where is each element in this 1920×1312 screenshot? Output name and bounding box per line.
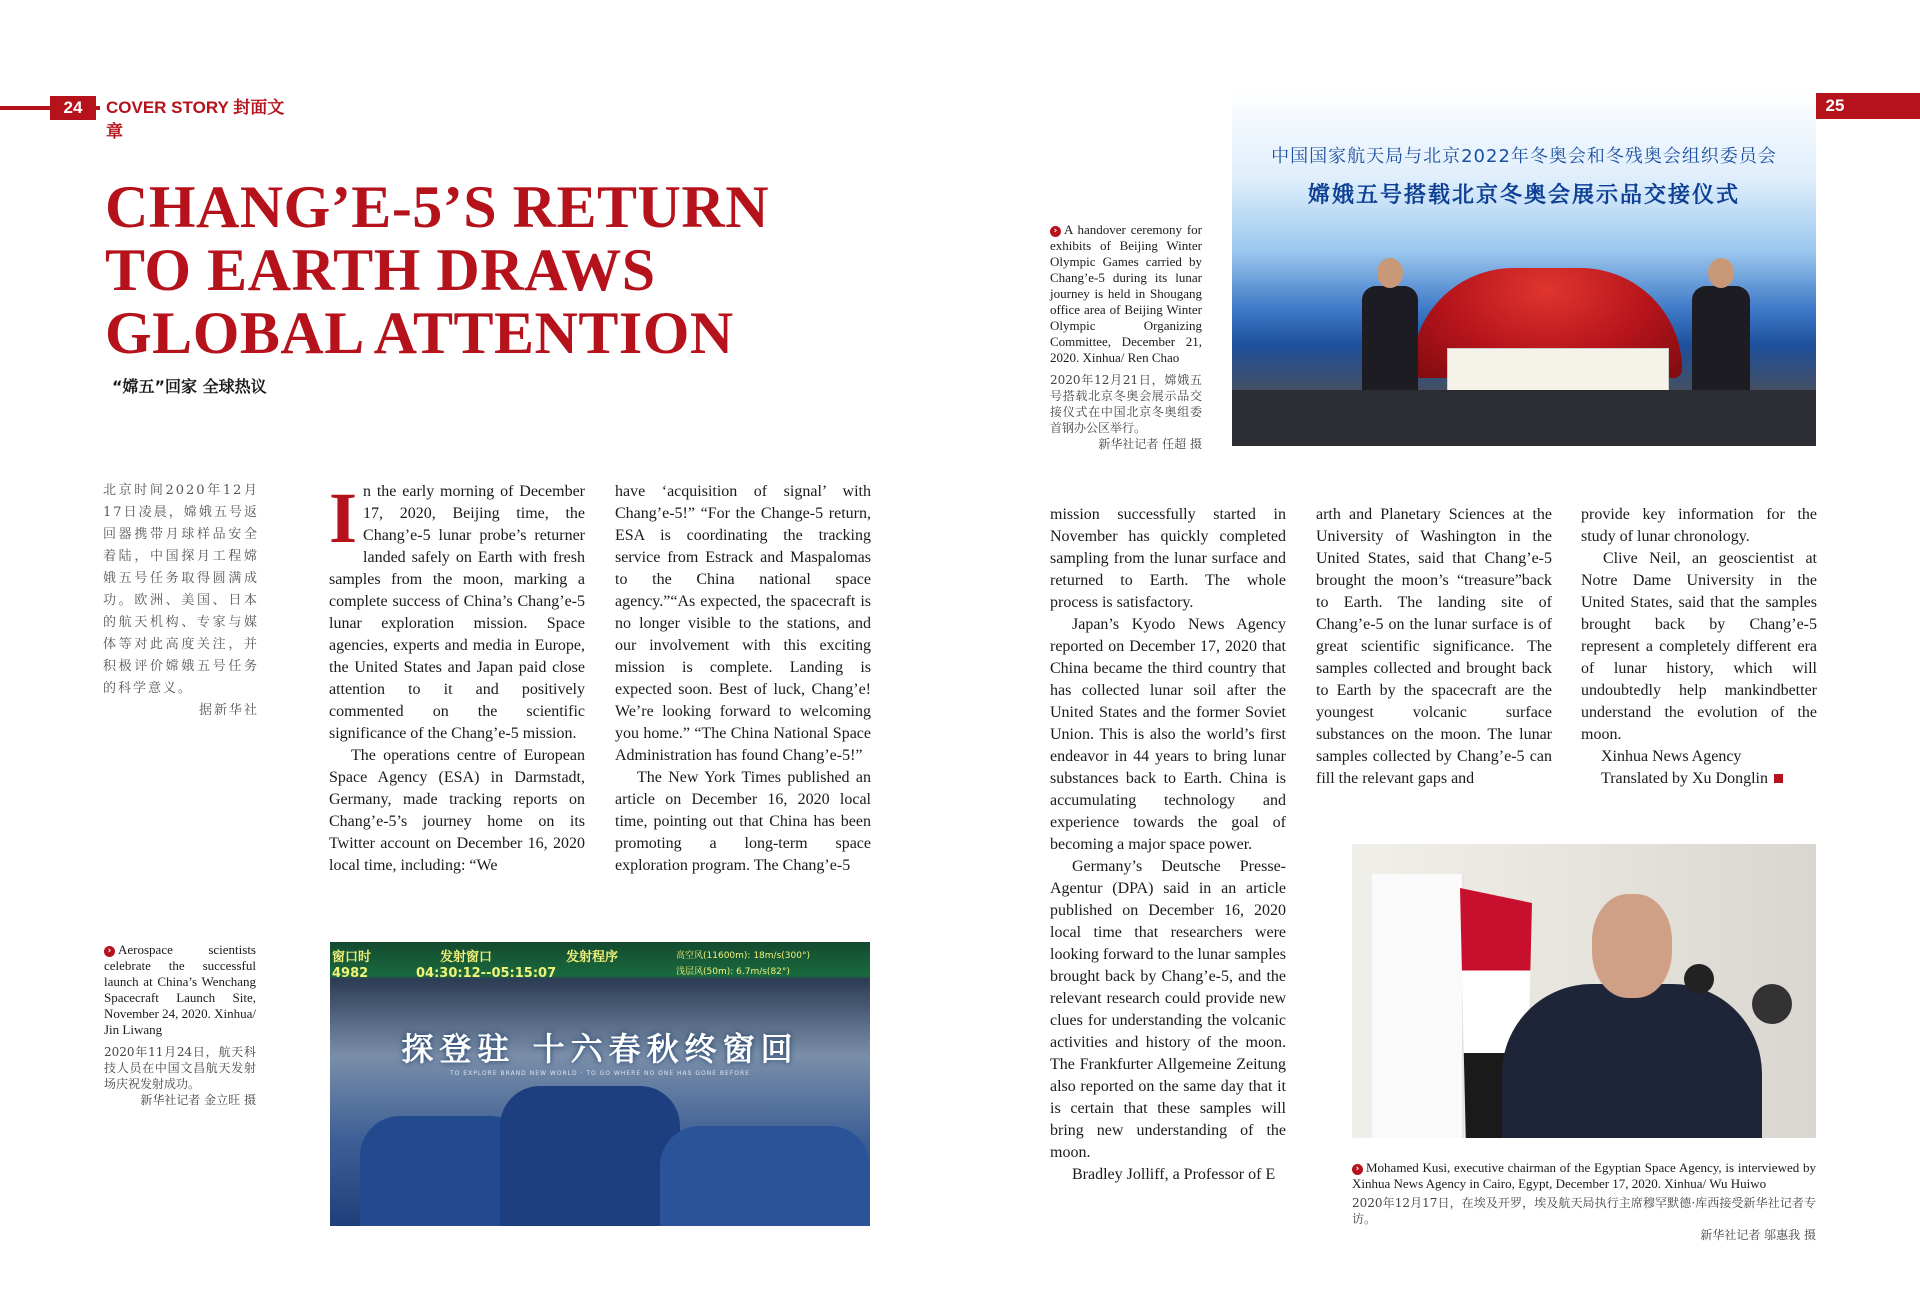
paragraph: provide key information for the study of lunar chronology. xyxy=(1581,506,1817,545)
paragraph: Bradley Jolliff, a Professor of E xyxy=(1072,1166,1276,1183)
screen-value: 04:30:12--05:15:07 xyxy=(416,966,557,981)
launch-screen-banner: 探登驻 十六春秋终窗回 xyxy=(401,1030,799,1068)
paragraph: The New York Times published an article on December 16, 2020 local time, pointing out that China has been promoting a long-term space exploration program. The Chang’e-5 xyxy=(615,769,871,874)
kusi-caption-en xyxy=(1352,1160,1816,1192)
body-column-2 xyxy=(615,481,871,877)
paragraph xyxy=(329,478,585,745)
microphone-icon xyxy=(1752,984,1792,1024)
ceremony-caption-zh xyxy=(1050,372,1202,452)
right-page-number: 25 xyxy=(1825,96,1845,115)
caption-zh-text: 2020年12月21日，嫦娥五号搭载北京冬奥会展示品交接仪式在中国北京冬奥组委首钢办公区举行。 xyxy=(1050,373,1202,435)
kusi-caption xyxy=(1352,1160,1816,1243)
launch-photo xyxy=(330,942,870,1226)
paragraph: mission successfully started in November has quickly completed sampling from the lunar surface and returned to Earth. The whole process is satisfactory. xyxy=(1050,506,1286,611)
caption-text: A handover ceremony for exhibits of Beijing Winter Olympic Games carried by Chang’e-5 during its lunar journey is held in Shougang office area of Beijing Winter Olympic Organizing Committee, December 21, 2020. Xinhua/ Ren Chao xyxy=(1050,222,1202,365)
launch-caption-zh xyxy=(104,1044,256,1108)
paragraph: Germany’s Deutsche Presse-Agentur (DPA) said in an article published on December 16, 2020 local time that researchers were looking forward to the lunar samples brought back by Chang’e-5, and the relevant research could provide new clues for understanding the volcanic activities and history of the moon. The Frankfurter Allgemeine Zeitung also reported on the same day that it is certain that these samples will bring new understanding of the moon. xyxy=(1050,858,1286,1161)
ceremony-caption-en xyxy=(1050,222,1202,366)
drop-cap: I xyxy=(329,478,358,558)
body-column-4 xyxy=(1316,504,1552,790)
official-right-head xyxy=(1708,258,1734,288)
screen-wind: 高空风(11600m): 18m/s(300°) xyxy=(676,951,810,961)
caption-text: Aerospace scientists celebrate the successful launch at China’s Wenchang Spacecraft Launch Site, November 24, 2020. Xinhua/ Jin Liwang xyxy=(104,942,257,1037)
kusi-caption-zh xyxy=(1352,1195,1816,1243)
paragraph: Clive Neil, an geoscientist at Notre Dame University in the United States, said that the samples brought back by Chang’e-5 represent a completely different era of lunar history, which will undoubtedly help mankindbetter understand the evolution of the moon. xyxy=(1581,550,1817,743)
launch-caption-en xyxy=(104,942,256,1038)
caption-zh-text: 2020年12月17日，在埃及开罗，埃及航天局执行主席穆罕默德·库西接受新华社记者专访。 xyxy=(1352,1196,1816,1226)
official-left-head xyxy=(1377,258,1403,288)
left-page-header xyxy=(0,96,297,141)
section-label: COVER STORY 封面文章 xyxy=(100,96,297,120)
caption-arrow-icon: › xyxy=(1050,226,1061,237)
screen-value: 4982 xyxy=(332,966,369,981)
screen-wind: 浅层风(50m): 6.7m/s(82°) xyxy=(676,967,790,977)
paragraph: have ‘acquisition of signal’ with Chang’e-5!” “For the Change-5 return, ESA is coordinating the tracking service from Estrack and Maspalomas to the China national space agency.”“As expected, the spacecraft is no longer visible to the stations, and our involvement with this exciting mission is complete. Landing is expected soon. Best of luck, Chang’e! We’re looking forward to welcoming you home.” “The China National Space Administration has found Chang’e-5!” xyxy=(615,483,871,764)
paragraph-text: n the early morning of December 17, 2020, Beijing time, the Chang’e-5 lunar probe’s returner landed safely on Earth with fresh samples from the moon, marking a complete success of China’s Chang’e-5 lunar exploration mission. Space agencies, experts and media in Europe, the United States and Japan paid close attention to it and positively commented on the scientific significance of the Chang’e-5 mission. xyxy=(329,483,585,742)
caption-arrow-icon: › xyxy=(1352,1164,1363,1175)
caption-zh-text: 2020年11月24日，航天科技人员在中国文昌航天发射场庆祝发射成功。 xyxy=(104,1045,256,1091)
crowd-group xyxy=(500,1086,680,1226)
paragraph: arth and Planetary Sciences at the University of Washington in the United States, said that Chang’e-5 brought the moon’s “treasure”back to Earth. The landing site of Chang’e-5 on the lunar surface is of great scientific significance. The samples collected and brought back to Earth by the spacecraft are the youngest volcanic surface substances on the moon. The lunar samples collected by Chang’e-5 can fill the relevant gaps and xyxy=(1316,506,1552,787)
kusi-suit xyxy=(1502,984,1762,1138)
summary-zh-credit: 据新华社 xyxy=(198,703,259,718)
screen-label: 发射程序 xyxy=(566,950,619,965)
caption-arrow-icon: › xyxy=(104,946,115,957)
summary-zh xyxy=(103,480,259,722)
screen-label: 窗口时 xyxy=(332,950,372,965)
article-subtitle-zh: “嫦五”回家 全球热议 xyxy=(112,377,267,396)
launch-screen-header xyxy=(330,942,870,982)
caption-credit: 新华社记者 邬惠我 摄 xyxy=(1700,1228,1816,1242)
end-mark-icon xyxy=(1774,774,1783,783)
ceremony-banner-line1: 中国国家航天局与北京2022年冬奥会和冬残奥会组织委员会 xyxy=(1271,146,1777,167)
launch-screen-subline: TO EXPLORE BRAND NEW WORLD · TO GO WHERE NO ONE HAS GONE BEFORE xyxy=(450,1070,750,1077)
summary-zh-text: 北京时间2020年12月17日凌晨，嫦娥五号返回器携带月球样品安全着陆，中国探月工程嫦娥五号任务取得圆满成功。欧洲、美国、日本的航天机构、专家与媒体等对此高度关注，并积极评价嫦娥五号任务的科学意义。 xyxy=(103,483,259,696)
ceremony-banner-line2: 嫦娥五号搭载北京冬奥会展示品交接仪式 xyxy=(1307,183,1740,208)
paragraph: Japan’s Kyodo News Agency reported on December 17, 2020 that China became the third country that has collected lunar soil after the United States and the former Soviet Union. This is also the world’s first endeavor in 44 years to bring lunar substances back to Earth. China is accumulating technology and experience towards the goal of becoming a major space power. xyxy=(1050,616,1286,853)
byline-translator xyxy=(1581,768,1817,790)
body-column-5 xyxy=(1581,504,1817,790)
left-page-number: 24 xyxy=(50,96,96,120)
byline-translator-text: Translated by Xu Donglin xyxy=(1601,770,1768,787)
body-column-1 xyxy=(329,478,585,877)
agency-flag xyxy=(1372,874,1464,1138)
paragraph: The operations centre of European Space Agency (ESA) in Darmstadt, Germany, made tracking reports on Chang’e-5’s journey home on its Twitter account on December 16, 2020 local time, including: “We xyxy=(329,747,585,874)
kusi-interview-photo xyxy=(1352,844,1816,1138)
kusi-head xyxy=(1592,894,1672,998)
article-title: CHANG’E-5’S RETURN TO EARTH DRAWS GLOBAL ATTENTION xyxy=(105,174,770,366)
launch-caption xyxy=(104,942,256,1108)
caption-credit: 新华社记者 金立旺 摄 xyxy=(140,1093,256,1107)
ceremony-caption xyxy=(1050,222,1202,452)
caption-credit: 新华社记者 任超 摄 xyxy=(1098,437,1202,451)
caption-text: Mohamed Kusi, executive chairman of the Egyptian Space Agency, is interviewed by Xinhua News Agency in Cairo, Egypt, December 17, 2020. Xinhua/ Wu Huiwo xyxy=(1352,1160,1816,1191)
ceremony-photo xyxy=(1232,90,1816,446)
body-column-3 xyxy=(1050,504,1286,1186)
audience xyxy=(1232,390,1816,446)
microphone-icon xyxy=(1684,964,1714,994)
crowd-group xyxy=(660,1126,870,1226)
screen-label: 发射窗口 xyxy=(440,950,493,965)
byline-agency: Xinhua News Agency xyxy=(1601,748,1742,765)
